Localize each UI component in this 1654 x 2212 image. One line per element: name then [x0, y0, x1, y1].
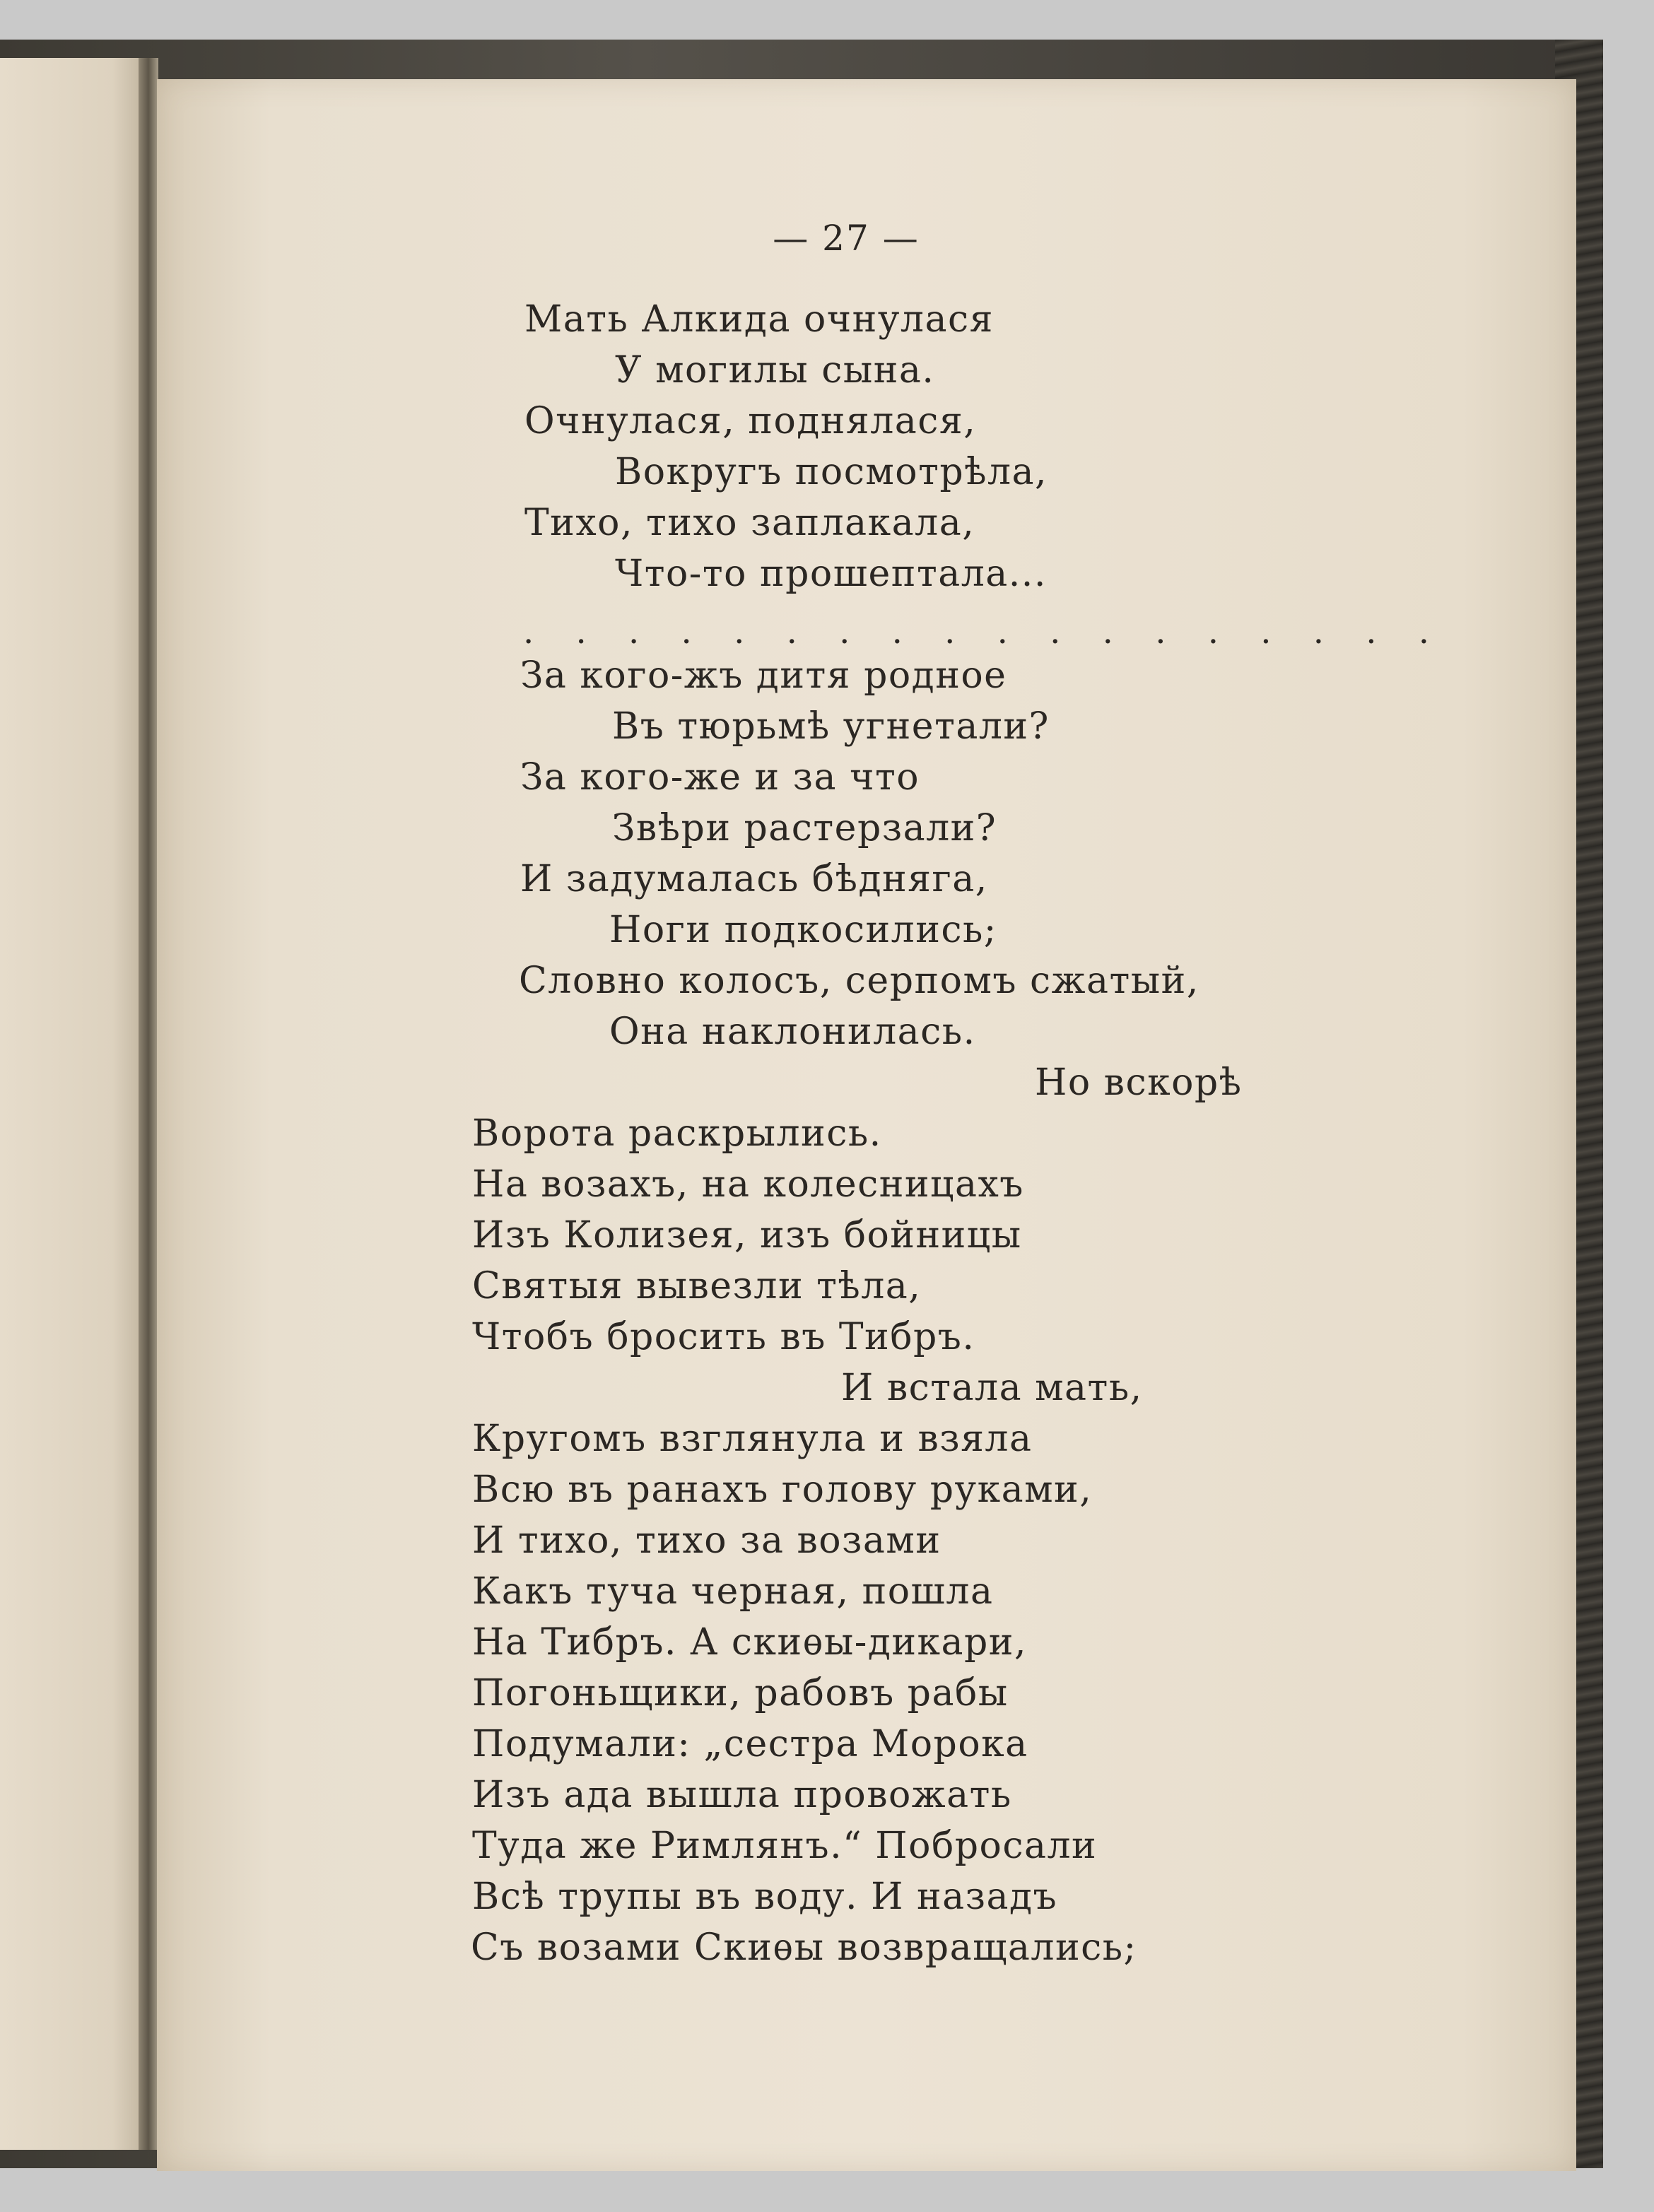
poem-line: Погоньщики, рабовъ рабы [472, 1672, 1009, 1714]
poem-line: Всѣ трупы въ воду. И назадъ [472, 1876, 1058, 1918]
poem-line: Чтобъ бросить въ Тибръ. [472, 1316, 975, 1358]
poem-line: И тихо, тихо за возами [472, 1519, 942, 1562]
poem-line: Ноги подкосились; [609, 909, 997, 951]
poem-line: Какъ туча черная, пошла [472, 1570, 994, 1613]
poem-line: Словно колосъ, серпомъ сжатый, [519, 960, 1200, 1002]
poem-line: У могилы сына. [615, 349, 935, 392]
poem-line: Ворота раскрылись. [472, 1112, 882, 1155]
page-number: — 27 — [773, 218, 920, 259]
ellipsis-row: . . . . . . . . . . . . . . . . . . [523, 612, 1445, 652]
poem-line: Мать Алкида очнулася [524, 298, 994, 341]
poem-line: Въ тюрьмѣ угнетали? [612, 705, 1050, 748]
poem-line: Что-то прошептала... [615, 553, 1047, 595]
poem-line: Звѣри растерзали? [612, 807, 997, 849]
poem-line: На возахъ, на колесницахъ [472, 1163, 1024, 1206]
poem-line: И встала мать, [841, 1367, 1143, 1409]
poem-line: Она наклонилась. [609, 1011, 976, 1053]
poem-line: Но вскорѣ [1035, 1061, 1243, 1104]
book-gutter [139, 58, 158, 2150]
poem-line: Съ возами Скиѳы возвращались; [471, 1926, 1137, 1969]
poem-line: Изъ ада вышла провожать [472, 1774, 1012, 1816]
poem-line: Всю въ ранахъ голову руками, [472, 1469, 1093, 1511]
poem-line: Вокругъ посмотрѣла, [615, 451, 1048, 493]
poem-line: Изъ Колизея, изъ бойницы [472, 1214, 1022, 1257]
previous-page-edge [0, 58, 150, 2150]
poem-line: За кого-жъ дитя родное [520, 654, 1007, 697]
poem-line: И задумалась бѣдняга, [520, 858, 988, 900]
poem-line: На Тибръ. А скиѳы-дикари, [472, 1621, 1027, 1664]
poem-line: Кругомъ взглянула и взяла [472, 1418, 1033, 1460]
poem-line: Туда же Римлянъ.“ Побросали [472, 1825, 1098, 1867]
poem-line: Очнулася, поднялася, [524, 400, 977, 442]
poem-line: За кого-же и за что [520, 756, 920, 799]
poem-line: Подумали: „сестра Морока [472, 1723, 1028, 1765]
poem-line: Тихо, тихо заплакала, [524, 502, 975, 544]
poem-line: Святыя вывезли тѣла, [472, 1265, 922, 1307]
